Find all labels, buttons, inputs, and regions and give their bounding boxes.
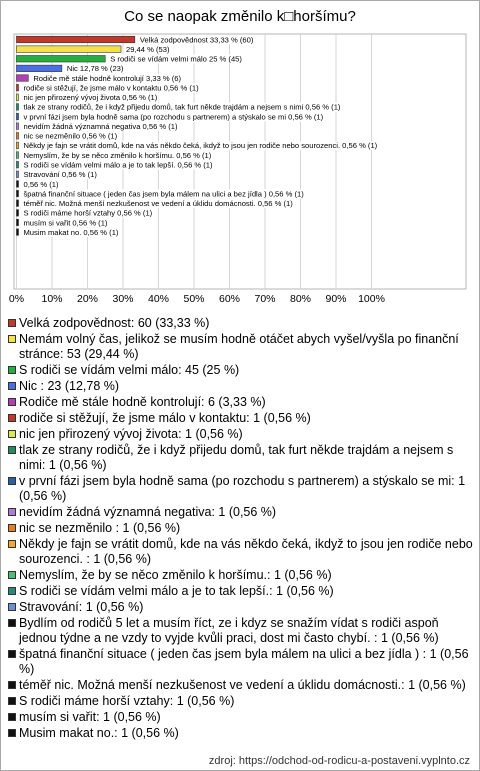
legend-label: S rodiči máme horší vztahy: 1 (0,56 %) xyxy=(19,694,235,708)
bar xyxy=(17,56,106,63)
bar xyxy=(17,84,19,91)
legend-swatch xyxy=(8,524,16,532)
legend-item xyxy=(7,395,473,410)
legend-label: Stravování: 1 (0,56 %) xyxy=(19,600,144,614)
bar xyxy=(17,46,122,53)
bar xyxy=(17,152,19,159)
x-tick-label: 0% xyxy=(8,293,25,305)
legend-label: musím si vařit: 1 (0,56 %) xyxy=(19,710,161,724)
legend-label: téměř nic. Možná menší nezkušenost ve vedení a úklidu domácnosti.: 1 (0,56 %) xyxy=(19,678,466,692)
legend-swatch xyxy=(8,446,16,454)
bar-label: Stravování 0,56 % (1) xyxy=(23,170,97,180)
bar xyxy=(17,104,19,111)
legend-label: Nic : 23 (12,78 %) xyxy=(19,379,120,393)
bar-label: Nemyslím, že by se něco změnilo k horšímu. 0,56 % (1) xyxy=(23,150,212,160)
legend-label: Nemyslím, že by se něco změnilo k horšímu.: 1 (0,56 %) xyxy=(19,568,332,582)
legend-item xyxy=(7,694,473,709)
legend-swatch xyxy=(8,477,16,485)
x-tick-label: 90% xyxy=(325,293,347,305)
legend-swatch xyxy=(8,619,16,627)
legend-swatch xyxy=(8,713,16,721)
legend-swatch xyxy=(8,587,16,595)
legend-swatch xyxy=(8,366,16,374)
legend-label: nevidím žádná významná negativa: 1 (0,56 %) xyxy=(19,505,277,519)
legend-label: tlak ze strany rodičů, že i když přijedu domů, tak furt někde trajdám a nejsem s nimi: 1 (0,56 %) xyxy=(19,443,454,472)
bar xyxy=(17,229,19,236)
legend-label: Nemám volný čas, jelikož se musím hodně otáčet abych vyšel/vyšla po finanční stránce: 53 (29,44 %) xyxy=(19,332,459,361)
legend-item xyxy=(7,474,473,504)
x-tick-label: 80% xyxy=(289,293,312,305)
bar xyxy=(17,113,19,120)
x-tick-label: 100% xyxy=(358,293,385,305)
source-note: zdroj: https://odchod-od-rodicu-a-postaveni.vyplnto.cz xyxy=(208,755,470,767)
legend-swatch xyxy=(8,571,16,579)
legend-item xyxy=(7,584,473,599)
legend-label: Velká zodpovědnost: 60 (33,33 %) xyxy=(19,316,210,330)
chart-title: Co se naopak změnilo k□horšímu? xyxy=(124,8,356,25)
x-tick-label: 50% xyxy=(183,293,205,305)
bar-label: téměř nic. Možná menší nezkušenost ve vedení a úklidu domácnosti. 0,56 % (1) xyxy=(23,199,293,209)
bar-label: 0,56 % (1) xyxy=(23,179,59,189)
legend-swatch xyxy=(8,319,16,327)
bar xyxy=(17,200,19,207)
legend-item xyxy=(7,600,473,615)
legend-swatch xyxy=(8,729,16,737)
legend-swatch xyxy=(8,430,16,438)
legend-swatch xyxy=(8,697,16,705)
legend-item xyxy=(7,505,473,520)
legend-label: Někdy je fajn se vrátit domů, kde na vás někdo čeká, ikdyž to jsou jen rodiče nebo sourozenci. : 1 (0,56 %) xyxy=(19,537,473,566)
legend-item xyxy=(7,316,473,331)
bar-label: nic se nezměnilo 0,56 % (1) xyxy=(23,131,118,141)
legend-label: Musim makat no.: 1 (0,56 %) xyxy=(19,726,179,740)
x-tick-label: 30% xyxy=(112,293,134,305)
x-tick-label: 40% xyxy=(147,293,170,305)
x-tick-label: 10% xyxy=(41,293,63,305)
legend-label: S rodiči se vídám velmi málo a je to tak lepší.: 1 (0,56 %) xyxy=(19,584,334,598)
bar xyxy=(17,65,62,72)
legend-label: nic se nezměnilo : 1 (0,56 %) xyxy=(19,521,181,535)
bar-label: Rodiče mě stále hodně kontrolují 3,33 % (6) xyxy=(33,73,182,83)
legend-label: v první fázi jsem byla hodně sama (po rozchodu s partnerem) a stýskalo se mi: 1 (0,56 %) xyxy=(19,474,466,503)
legend-item xyxy=(7,710,473,725)
bar-label: musím si vařit 0,56 % (1) xyxy=(23,218,108,228)
legend-item xyxy=(7,411,473,426)
legend-label: nic jen přirozený vývoj života: 1 (0,56 %) xyxy=(19,427,243,441)
bar-label: S rodiči se vídám velmi málo 25 % (45) xyxy=(110,54,242,64)
bar xyxy=(17,94,19,101)
legend-item xyxy=(7,443,473,473)
legend-item xyxy=(7,678,473,693)
legend-swatch xyxy=(8,382,16,390)
legend-swatch xyxy=(8,414,16,422)
bar-label: rodiče si stěžují, že jsme málo v kontaktu 0,56 % (1) xyxy=(23,83,199,93)
bar-label: špatná finanční situace ( jeden čas jsem byla málem na ulici a bez jídla ) 0,56 % (1) xyxy=(23,189,304,199)
chart-legend xyxy=(7,316,473,742)
bar xyxy=(17,75,29,82)
x-tick-label: 70% xyxy=(254,293,276,305)
bar-label: Musim makat no. 0,56 % (1) xyxy=(23,227,119,237)
bar xyxy=(17,190,19,197)
bar-label: Nic 12,78 % (23) xyxy=(66,64,124,74)
bar-label: tlak ze strany rodičů, že i když přijedu domů, tak furt někde trajdám a nejsem s nimi 0,56 % (1) xyxy=(23,102,341,112)
bar-label: nic jen přirozený vývoj života 0,56 % (1) xyxy=(23,93,158,103)
bar xyxy=(17,171,19,178)
bar xyxy=(17,123,19,130)
legend-item xyxy=(7,521,473,536)
legend-label: Rodiče mě stále hodně kontrolují: 6 (3,33 %) xyxy=(19,395,266,409)
legend-item xyxy=(7,568,473,583)
legend-item xyxy=(7,379,473,394)
bar xyxy=(17,181,19,188)
legend-label: Bydlím od rodičů 5 let a musím říct, ze i kdyz se snažím vídat s rodiči aspoň jednou týdne a ne vzdy to vyjde kvůli praci, dost mi často chybí. : 1 (0,56 %) xyxy=(19,616,439,645)
legend-swatch xyxy=(8,603,16,611)
x-tick-label: 60% xyxy=(218,293,241,305)
bar xyxy=(17,210,19,217)
bar-chart xyxy=(0,0,480,310)
bar-label: Někdy je fajn se vrátit domů, kde na vás někdo čeká, ikdyž to jsou jen rodiče nebo sourozenci. 0,56 % (1) xyxy=(23,141,378,151)
bar xyxy=(17,219,19,226)
bar xyxy=(17,142,19,149)
legend-label: S rodiči se vídám velmi málo: 45 (25 %) xyxy=(19,363,240,377)
legend-swatch xyxy=(8,681,16,689)
x-tick-label: 20% xyxy=(76,293,99,305)
bar-label: 29,44 % (53) xyxy=(126,44,170,54)
bar-label: nevidím žádná významná negativa 0,56 % (1) xyxy=(23,121,178,131)
legend-item xyxy=(7,647,473,677)
bar xyxy=(17,161,19,168)
legend-label: rodiče si stěžují, že jsme málo v kontaktu: 1 (0,56 %) xyxy=(19,411,311,425)
legend-label: špatná finanční situace ( jeden čas jsem byla málem na ulici a bez jídla ) : 1 (0,56 %) xyxy=(19,647,469,676)
legend-item xyxy=(7,332,473,362)
legend-swatch xyxy=(8,398,16,406)
bar-label: S rodiči se vídám velmi málo a je to tak lepší. 0,56 % (1) xyxy=(23,160,213,170)
legend-item xyxy=(7,726,473,741)
bar-label: Velká zodpovědnost 33,33 % (60) xyxy=(139,35,254,45)
bar-label: S rodiči máme horší vztahy 0,56 % (1) xyxy=(23,208,153,218)
legend-item xyxy=(7,537,473,567)
legend-swatch xyxy=(8,508,16,516)
legend-swatch xyxy=(8,540,16,548)
legend-item xyxy=(7,363,473,378)
legend-item xyxy=(7,616,473,646)
legend-swatch xyxy=(8,650,16,658)
bar-label: v první fázi jsem byla hodně sama (po rozchodu s partnerem) a stýskalo se mi 0,56 % (1) xyxy=(23,112,324,122)
bar xyxy=(17,133,19,140)
bar xyxy=(17,36,135,43)
legend-item xyxy=(7,427,473,442)
legend-swatch xyxy=(8,335,16,343)
